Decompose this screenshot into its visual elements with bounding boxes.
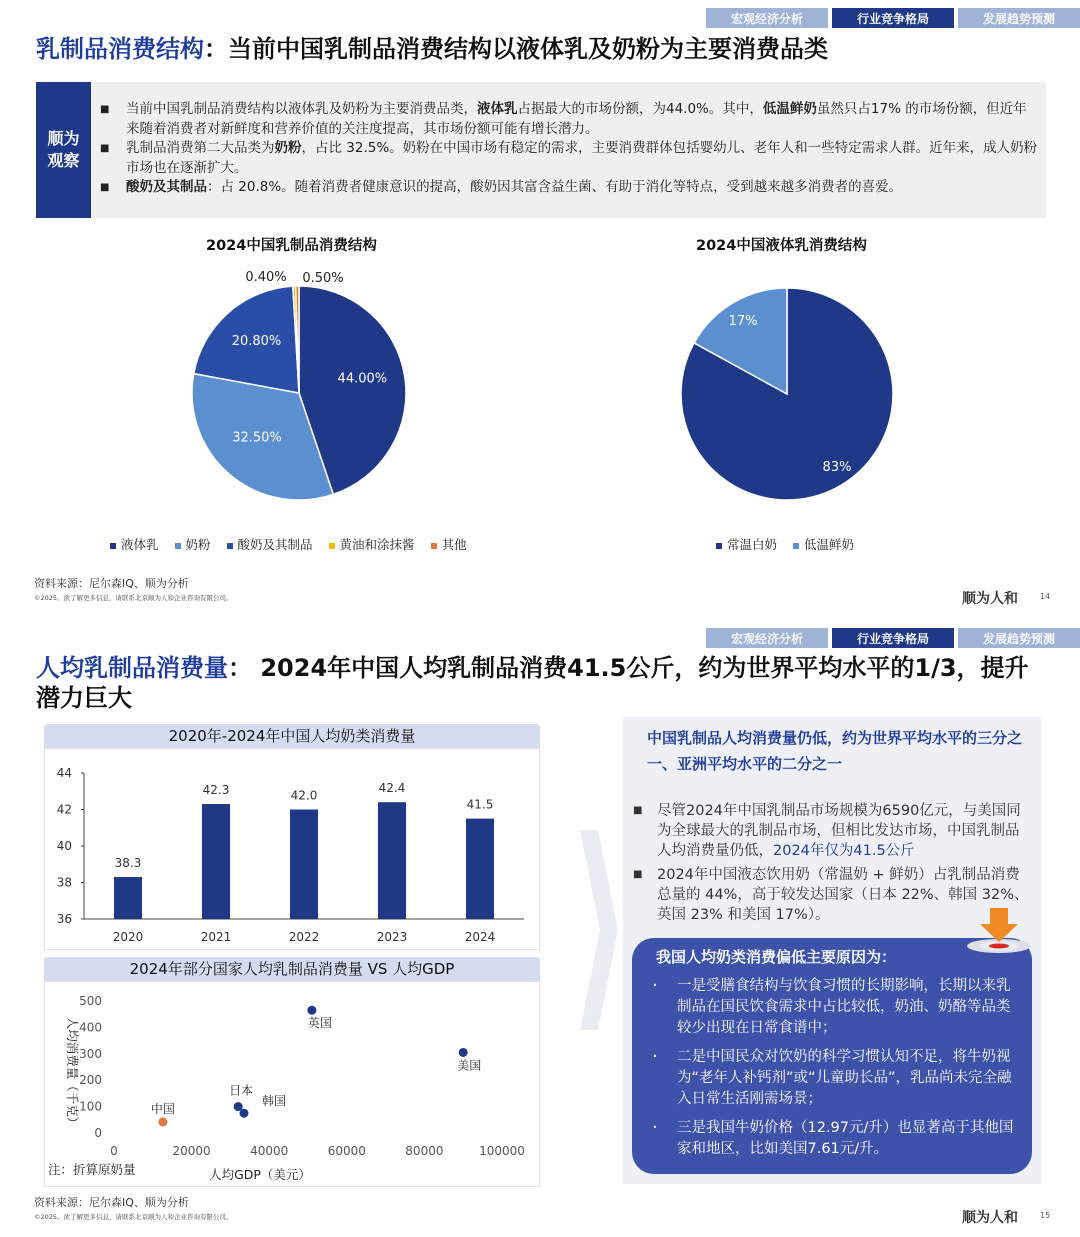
- bar-value-label: 42.3: [202, 783, 230, 798]
- title2-highlight: 人均乳制品消费量: [36, 654, 228, 682]
- bar-chart: [44, 755, 540, 947]
- tab-macro[interactable]: 宏观经济分析: [706, 8, 828, 28]
- chevron-arrow-icon: [580, 830, 620, 1030]
- source-note-1: 资料来源：尼尔森IQ、顺为分析: [34, 577, 189, 590]
- x-tick-label: 2022: [288, 930, 320, 944]
- x-tick-label: 20000: [172, 1144, 211, 1158]
- y-tick-label: 42: [56, 802, 72, 817]
- scatter-label: 中国: [150, 1101, 175, 1116]
- legend-item: [175, 535, 211, 553]
- y-tick-label: 300: [79, 1046, 102, 1061]
- pie-label-4: 0.50%: [302, 271, 344, 286]
- x-tick-label: 2024: [464, 930, 496, 944]
- page-number-1: 14: [1040, 592, 1051, 601]
- insight-text: 尽管2024年中国乳制品市场规模为6590亿元，与美国同为全球最大的乳制品市场，但相比发达市场，中国乳制品人均消费量仍低，: [657, 803, 1021, 859]
- legend-item: [716, 535, 777, 553]
- tab-macro-2[interactable]: 宏观经济分析: [706, 628, 828, 648]
- page-title-1: [36, 34, 828, 64]
- observation-tag-label: 顺为观察: [47, 129, 80, 170]
- legend-item: [110, 535, 159, 553]
- observation-text: ，占比 32.5%。奶粉在中国市场有稳定的需求，主要消费群体包括婴幼儿、老年人和一些特定需求人群。近年来，成人奶粉市场也在逐渐扩大。: [126, 140, 1038, 176]
- x-tick-label: 0: [110, 1144, 118, 1158]
- tab-competition-2[interactable]: 行业竞争格局: [832, 628, 954, 648]
- target-arrow-icon: [964, 908, 1034, 954]
- pie2-legend: [716, 535, 854, 553]
- bar-chart-title: 2020年-2024年中国人均奶类消费量: [44, 724, 540, 748]
- pie2-title: 2024中国液体乳消费结构: [696, 238, 867, 254]
- observation-item: [100, 100, 1040, 139]
- x-tick-label: 2020: [112, 930, 144, 944]
- insight-item: [633, 801, 1029, 861]
- tab-competition[interactable]: 行业竞争格局: [832, 8, 954, 28]
- legend-item: [431, 535, 467, 553]
- observation-emphasis: 低温鲜奶: [762, 101, 817, 117]
- legend-label: 常温白奶: [727, 537, 778, 552]
- legend-swatch: [110, 543, 116, 549]
- legend-label: 低温鲜奶: [804, 537, 855, 552]
- scatter-point-英国: [307, 1006, 316, 1015]
- pie-label-3: 0.40%: [245, 270, 287, 285]
- legend-label: 奶粉: [185, 537, 211, 552]
- legend-item: [793, 535, 854, 553]
- legend-label: 酸奶及其制品: [237, 537, 313, 552]
- insight-heading: 中国乳制品人均消费量仍低，约为世界平均水平的三分之一、亚洲平均水平的二分之一: [647, 729, 1023, 773]
- y-tick-label: 100: [79, 1099, 102, 1114]
- observation-emphasis: 酸奶及其制品: [126, 179, 207, 195]
- scatter-label: 日本: [229, 1083, 254, 1098]
- x-tick-label: 80000: [405, 1144, 444, 1158]
- pie-chart-dairy: [180, 262, 420, 512]
- source-note-2: 资料来源：尼尔森IQ、顺为分析: [34, 1196, 189, 1209]
- pie-chart-liquid-milk: [670, 278, 910, 518]
- observation-text: 乳制品消费第二大品类为: [126, 140, 275, 156]
- tab-trend[interactable]: 发展趋势预测: [958, 8, 1080, 28]
- legend-swatch: [227, 543, 233, 549]
- scatter-chart: [44, 985, 540, 1185]
- legend-label: 其他: [441, 537, 467, 552]
- bar-value-label: 38.3: [114, 856, 142, 871]
- insight-text: 2024年中国液态饮用奶（常温奶 + 鲜奶）占乳制品消费总量的 44%，高于较发达国家（日本 22%、韩国 32%、英国 23% 和美国 17%）。: [657, 867, 1029, 923]
- observation-box: [36, 82, 1046, 218]
- pie-label-1: 17%: [728, 314, 758, 329]
- scatter-point-美国: [459, 1048, 468, 1057]
- title-highlight: 乳制品消费结构: [36, 35, 204, 63]
- y-tick-label: 44: [56, 766, 72, 780]
- observation-emphasis: 奶粉: [274, 140, 302, 156]
- observation-tag: [36, 82, 91, 218]
- title-rest: ：当前中国乳制品消费结构以液体乳及奶粉为主要消费品类: [204, 35, 828, 63]
- bar-2023: [378, 802, 406, 919]
- observation-item: [100, 178, 1040, 198]
- insight-highlight: 2024年仅为41.5公斤: [773, 843, 915, 859]
- nav-tabs-top: [706, 8, 1080, 28]
- pie1-title: 2024中国乳制品消费结构: [206, 238, 377, 254]
- observation-emphasis: 液体乳: [477, 101, 518, 117]
- bar-2024: [466, 819, 494, 919]
- page-number-2: 15: [1040, 1211, 1051, 1220]
- tab-trend-2[interactable]: 发展趋势预测: [958, 628, 1080, 648]
- y-tick-label: 200: [79, 1073, 102, 1088]
- legend-swatch: [431, 543, 437, 549]
- scatter-note: 注：折算原奶量: [48, 1162, 136, 1177]
- x-tick-label: 100000: [479, 1144, 525, 1158]
- bar-2022: [290, 810, 318, 920]
- pie-label-2: 20.80%: [231, 333, 282, 349]
- scatter-label: 韩国: [261, 1094, 286, 1109]
- legend-item: [329, 535, 415, 553]
- legend-swatch: [175, 543, 181, 549]
- y-tick-label: 400: [79, 1020, 102, 1035]
- pie1-legend: [110, 535, 467, 553]
- pie-label-1: 32.50%: [232, 430, 282, 446]
- legend-label: 黄油和涂抹酱: [339, 537, 415, 552]
- observation-text: 当前中国乳制品消费结构以液体乳及奶粉为主要消费品类，: [126, 101, 477, 117]
- observation-item: [100, 139, 1040, 178]
- nav-tabs-bottom: [706, 628, 1080, 648]
- bar-value-label: 41.5: [466, 797, 494, 812]
- y-tick-label: 40: [56, 839, 72, 853]
- logo-1: 顺为人和: [962, 591, 1018, 607]
- observation-text: 虽然只占17% 的市场份额，但近年来随着消费者对新鲜度和营养价值的关注度提高，其市场份额可能有增长潜力。: [126, 101, 1027, 137]
- observation-text: 占据最大的市场份额，为44.0%。其中，: [517, 101, 763, 117]
- reasons-heading: 我国人均奶类消费偏低主要原因为：: [656, 948, 897, 966]
- x-tick-label: 60000: [327, 1144, 366, 1158]
- observation-list: [100, 100, 1040, 198]
- copyright-1: ©2025。欲了解更多信息，请联系北京顺为人和企业咨询有限公司。: [34, 594, 233, 602]
- logo-2: 顺为人和: [962, 1210, 1018, 1226]
- reasons-list: [650, 976, 1020, 1168]
- y-tick-label: 0: [94, 1126, 102, 1140]
- x-tick-label: 40000: [250, 1144, 289, 1158]
- scatter-title: 2024年部分国家人均乳制品消费量 VS 人均GDP: [44, 957, 540, 981]
- reason-item: · 一是受膳食结构与饮食习惯的长期影响，长期以来乳制品在国民饮食需求中占比较低，奶油、奶酪等品类较少出现在日常食谱中；: [650, 976, 1020, 1039]
- pie-label-0: 44.00%: [337, 371, 388, 387]
- copyright-2: ©2025。欲了解更多信息，请联系北京顺为人和企业咨询有限公司。: [34, 1213, 233, 1221]
- y-tick-label: 38: [56, 875, 72, 890]
- pie-label-0: 83%: [822, 460, 852, 475]
- scatter-point-中国: [158, 1117, 167, 1126]
- reason-item: · 二是中国民众对饮奶的科学习惯认知不足，将牛奶视为“老年人补钙剂”或“儿童助长品”，乳品尚未完全融入日常生活刚需场景；: [650, 1047, 1020, 1110]
- y-tick-label: 500: [79, 994, 102, 1008]
- title2-rest: ： 2024年中国人均乳制品消费41.5公斤，约为世界平均水平的1/3，提升潜力巨大: [36, 654, 1029, 712]
- legend-swatch: [793, 543, 799, 549]
- legend-swatch: [329, 543, 335, 549]
- observation-text: ：占 20.8%。随着消费者健康意识的提高，酸奶因其富含益生菌、有助于消化等特点，受到越来越多消费者的喜爱。: [207, 179, 903, 195]
- y-tick-label: 36: [56, 912, 72, 926]
- legend-label: 液体乳: [121, 537, 159, 552]
- scatter-label: 美国: [457, 1058, 482, 1073]
- bar-value-label: 42.0: [290, 788, 318, 803]
- legend-item: [227, 535, 313, 553]
- x-tick-label: 2023: [376, 930, 408, 944]
- reason-item: · 三是我国牛奶价格（12.97元/升）也显著高于其他国家和地区，比如美国7.61元/升。: [650, 1118, 1020, 1160]
- x-tick-label: 2021: [200, 930, 232, 944]
- bar-value-label: 42.4: [378, 781, 406, 796]
- bar-2021: [202, 804, 230, 919]
- scatter-label: 英国: [307, 1016, 332, 1031]
- page-title-2: [36, 653, 1046, 713]
- legend-swatch: [716, 543, 722, 549]
- scatter-point-韩国: [239, 1109, 248, 1118]
- y-axis-label: 人均消费量（千克）: [65, 1016, 80, 1130]
- reasons-box: [632, 938, 1032, 1174]
- bar-2020: [114, 877, 142, 919]
- x-axis-label: 人均GDP（美元）: [209, 1167, 311, 1182]
